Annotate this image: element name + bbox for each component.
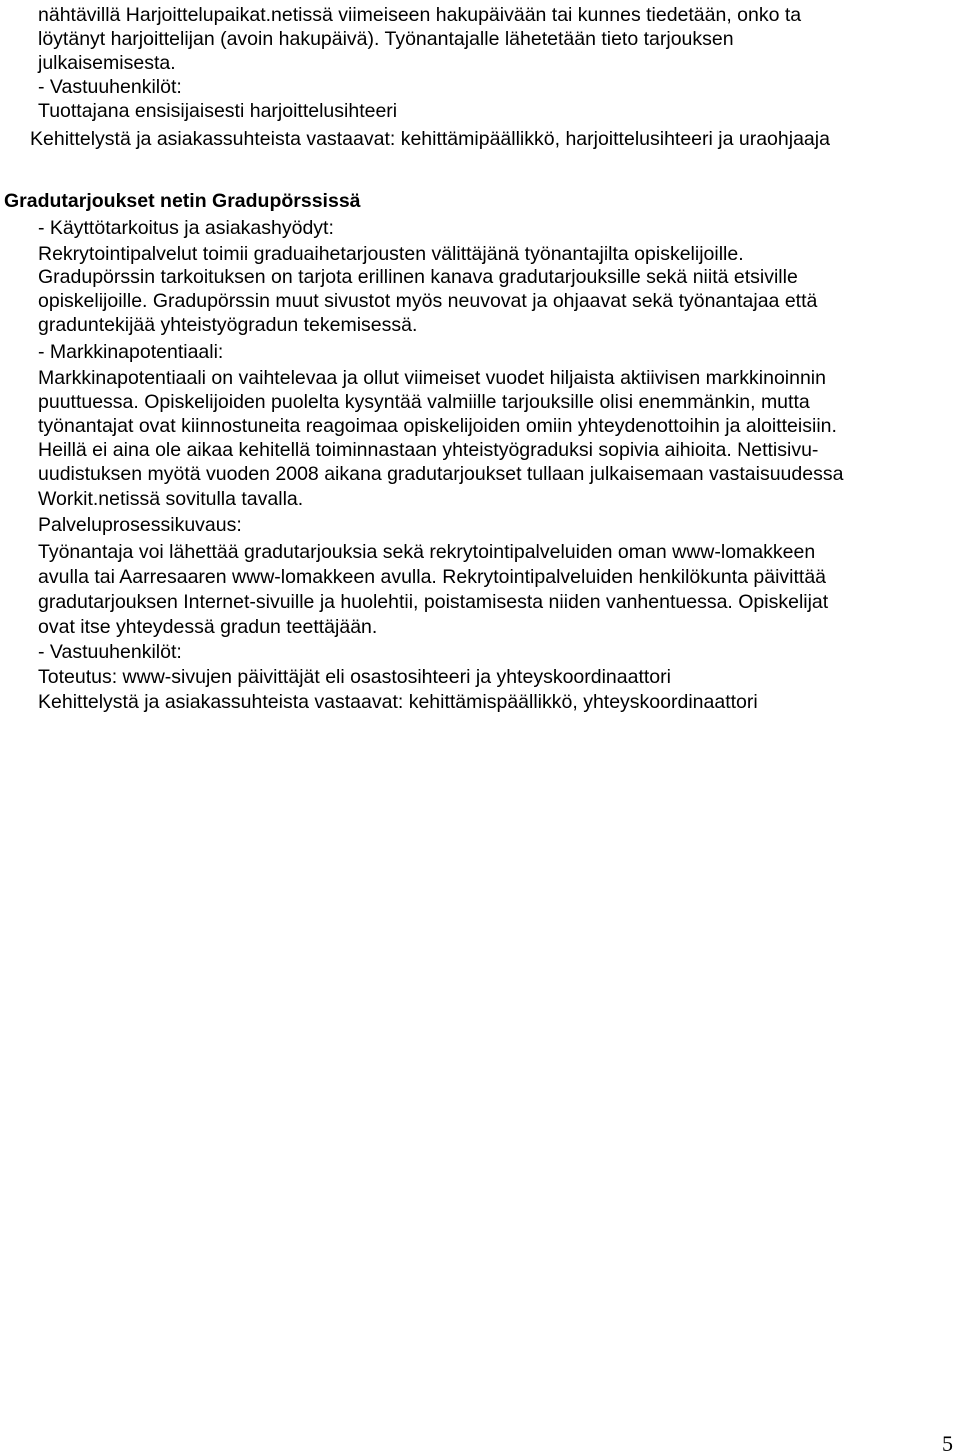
- market-line-1: Markkinapotentiaali on vaihtelevaa ja ollut viimeiset vuodet hiljaista aktiivisen markkinoinnin: [38, 367, 826, 389]
- process-label: Palveluprosessikuvaus:: [38, 514, 242, 536]
- section-responsible-line-1: Toteutus: www-sivujen päivittäjät eli osastosihteeri ja yhteyskoordinaattori: [38, 666, 671, 688]
- market-line-3: työnantajat ovat kiinnostuneita reagoimaa opiskelijoiden omiin yhteydenottoihin ja aloitteisiin.: [38, 415, 837, 437]
- market-line-4: Heillä ei aina ole aikaa kehitellä toiminnastaan yhteistyögraduksi sopivia aihioita. Nettisivu-: [38, 439, 819, 461]
- responsible-line-2: Kehittelystä ja asiakassuhteista vastaavat: kehittämipäällikkö, harjoittelusihteeri ja uraohjaaja: [30, 128, 830, 150]
- page-number: 5: [942, 1431, 953, 1456]
- purpose-line-3: opiskelijoille. Gradupörssin muut sivustot myös neuvovat ja ohjaavat sekä työnantajaa että: [38, 290, 818, 312]
- section-heading: Gradutarjoukset netin Gradupörssissä: [4, 190, 361, 212]
- process-line-1: Työnantaja voi lähettää gradutarjouksia sekä rekrytointipalveluiden oman www-lomakkeen: [38, 541, 816, 563]
- process-line-3: gradutarjouksen Internet-sivuille ja huolehtii, poistamisesta niiden vanhentuessa. Opiskelijat: [38, 591, 829, 613]
- purpose-line-2: Gradupörssin tarkoituksen on tarjota erillinen kanava gradutarjouksille sekä niitä etsiville: [38, 266, 798, 288]
- market-label: - Markkinapotentiaali:: [38, 341, 224, 363]
- responsible-label: - Vastuuhenkilöt:: [38, 76, 182, 98]
- intro-line-3: julkaisemisesta.: [38, 52, 176, 74]
- intro-line-2: löytänyt harjoittelijan (avoin hakupäivä). Työnantajalle lähetetään tieto tarjouksen: [38, 28, 734, 50]
- market-line-2: puuttuessa. Opiskelijoiden puolelta kysyntää valmiille tarjouksille olisi enemmänkin, mutta: [38, 391, 810, 413]
- purpose-line-4: graduntekijää yhteistyögradun tekemisessä.: [38, 314, 418, 336]
- section-responsible-label: - Vastuuhenkilöt:: [38, 641, 182, 663]
- market-line-5: uudistuksen myötä vuoden 2008 aikana gradutarjoukset tullaan julkaisemaan vastaisuudessa: [38, 463, 844, 485]
- intro-line-1: nähtävillä Harjoittelupaikat.netissä viimeiseen hakupäivään tai kunnes tiedetään, onko ta: [38, 4, 802, 26]
- purpose-line-1: Rekrytointipalvelut toimii graduaihetarjousten välittäjänä työnantajilta opiskelijoille.: [38, 243, 744, 265]
- purpose-label: - Käyttötarkoitus ja asiakashyödyt:: [38, 217, 334, 239]
- process-line-4: ovat itse yhteydessä gradun teettäjään.: [38, 616, 378, 638]
- section-responsible-line-2: Kehittelystä ja asiakassuhteista vastaavat: kehittämispäällikkö, yhteyskoordinaattori: [38, 691, 758, 713]
- responsible-line-1: Tuottajana ensisijaisesti harjoittelusihteeri: [38, 100, 398, 122]
- process-line-2: avulla tai Aarresaaren www-lomakkeen avulla. Rekrytointipalveluiden henkilökunta päivittää: [38, 566, 827, 588]
- market-line-6: Workit.netissä sovitulla tavalla.: [38, 488, 304, 510]
